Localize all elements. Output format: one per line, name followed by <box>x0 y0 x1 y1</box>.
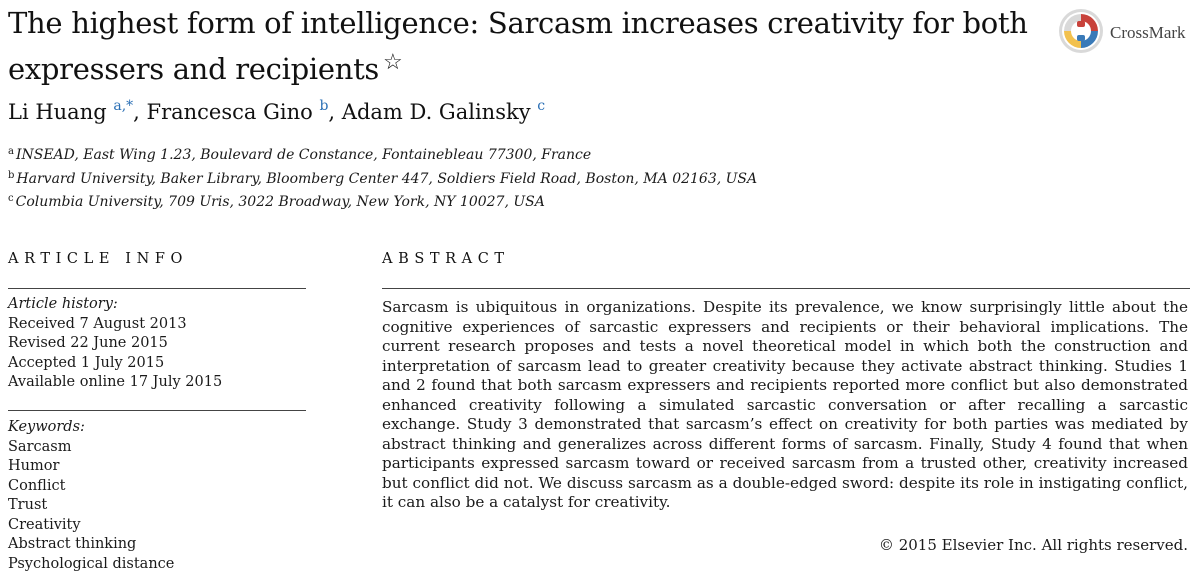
keyword: Humor <box>8 458 60 474</box>
keywords-heading: Keywords: <box>8 419 85 435</box>
keywords <box>8 418 174 574</box>
article-history <box>8 295 222 393</box>
abstract-text: Sarcasm is ubiquitous in organizations. Despite its prevalence, we know surprisingly little about the cognitive experiences of sarcastic expressers and recipients or their behavioral implications. The current research proposes and tests a novel theoretical model in which both the construction and interpretation of sarcasm lead to greater creativity because they activate abstract thinking. Studies 1 and 2 found that both sarcasm expressers and recipients reported more conflict but also demonstrated enhanced creativity following a simulated sarcastic conversation or after recalling a sarcastic exchange. Study 3 demonstrated that sarcasm’s effect on creativity for both parties was mediated by abstract thinking and generalizes across different forms of sarcasm. Finally, Study 4 found that when participants expressed sarcasm toward or received sarcasm from a trusted other, creativity increased but conflict did not. We discuss sarcasm as a double-edged sword: despite its role in instigating conflict, it can also be a catalyst for creativity. <box>382 298 1188 512</box>
affiliation-text: Harvard University, Baker Library, Bloomberg Center 447, Soldiers Field Road, Boston, MA 02163, USA <box>16 170 758 187</box>
author-affiliation-link[interactable]: b <box>319 98 329 114</box>
affiliation <box>8 189 757 213</box>
affiliation <box>8 166 757 190</box>
history-item: Available online 17 July 2015 <box>8 374 223 390</box>
affiliation-mark: b <box>8 169 15 181</box>
keyword: Conflict <box>8 477 66 494</box>
title-text: The highest form of intelligence: Sarcasm increases creativity for both expressers and recipients <box>8 6 1028 86</box>
history-item: Received 7 August 2013 <box>8 315 187 332</box>
history-item: Accepted 1 July 2015 <box>8 354 165 371</box>
divider <box>382 288 1190 289</box>
author-name: Li Huang <box>8 100 107 124</box>
divider <box>8 410 306 411</box>
author-affiliation-link[interactable]: a,* <box>113 98 134 114</box>
author-name: Adam D. Galinsky <box>341 100 531 124</box>
affiliation <box>8 142 757 166</box>
keyword: Abstract thinking <box>8 536 137 552</box>
crossmark-label: CrossMark <box>1110 23 1186 42</box>
crossmark-icon <box>1058 8 1104 54</box>
author-affiliation-link[interactable]: c <box>537 98 546 114</box>
article-history-heading: Article history: <box>8 296 118 312</box>
copyright-notice: © 2015 Elsevier Inc. All rights reserved. <box>878 536 1188 554</box>
affiliation-text: Columbia University, 709 Uris, 3022 Broadway, New York, NY 10027, USA <box>15 194 545 210</box>
article-info-heading: ARTICLE INFO <box>8 251 189 267</box>
paper-title <box>8 3 1038 89</box>
crossmark-badge[interactable] <box>1058 8 1198 60</box>
keyword: Sarcasm <box>8 438 72 455</box>
abstract-heading: ABSTRACT <box>382 251 510 267</box>
affiliation-mark: a <box>8 146 14 157</box>
author-list: Li Huang $^{a,*}$, Francesca Gino $^b$, Adam D. Galinsky $^c$ <box>8 98 546 124</box>
divider <box>8 288 306 289</box>
keyword: Trust <box>8 497 48 513</box>
affiliation-mark: c <box>8 193 14 204</box>
affiliation-list <box>8 142 757 213</box>
affiliation-text: INSEAD, East Wing 1.23, Boulevard de Constance, Fontainebleau 77300, France <box>15 147 592 163</box>
author-name: Francesca Gino <box>146 100 313 124</box>
title-footnote-star[interactable]: ☆ <box>383 50 403 75</box>
keyword: Creativity <box>8 516 81 533</box>
history-item: Revised 22 June 2015 <box>8 335 168 351</box>
keyword: Psychological distance <box>8 555 175 572</box>
